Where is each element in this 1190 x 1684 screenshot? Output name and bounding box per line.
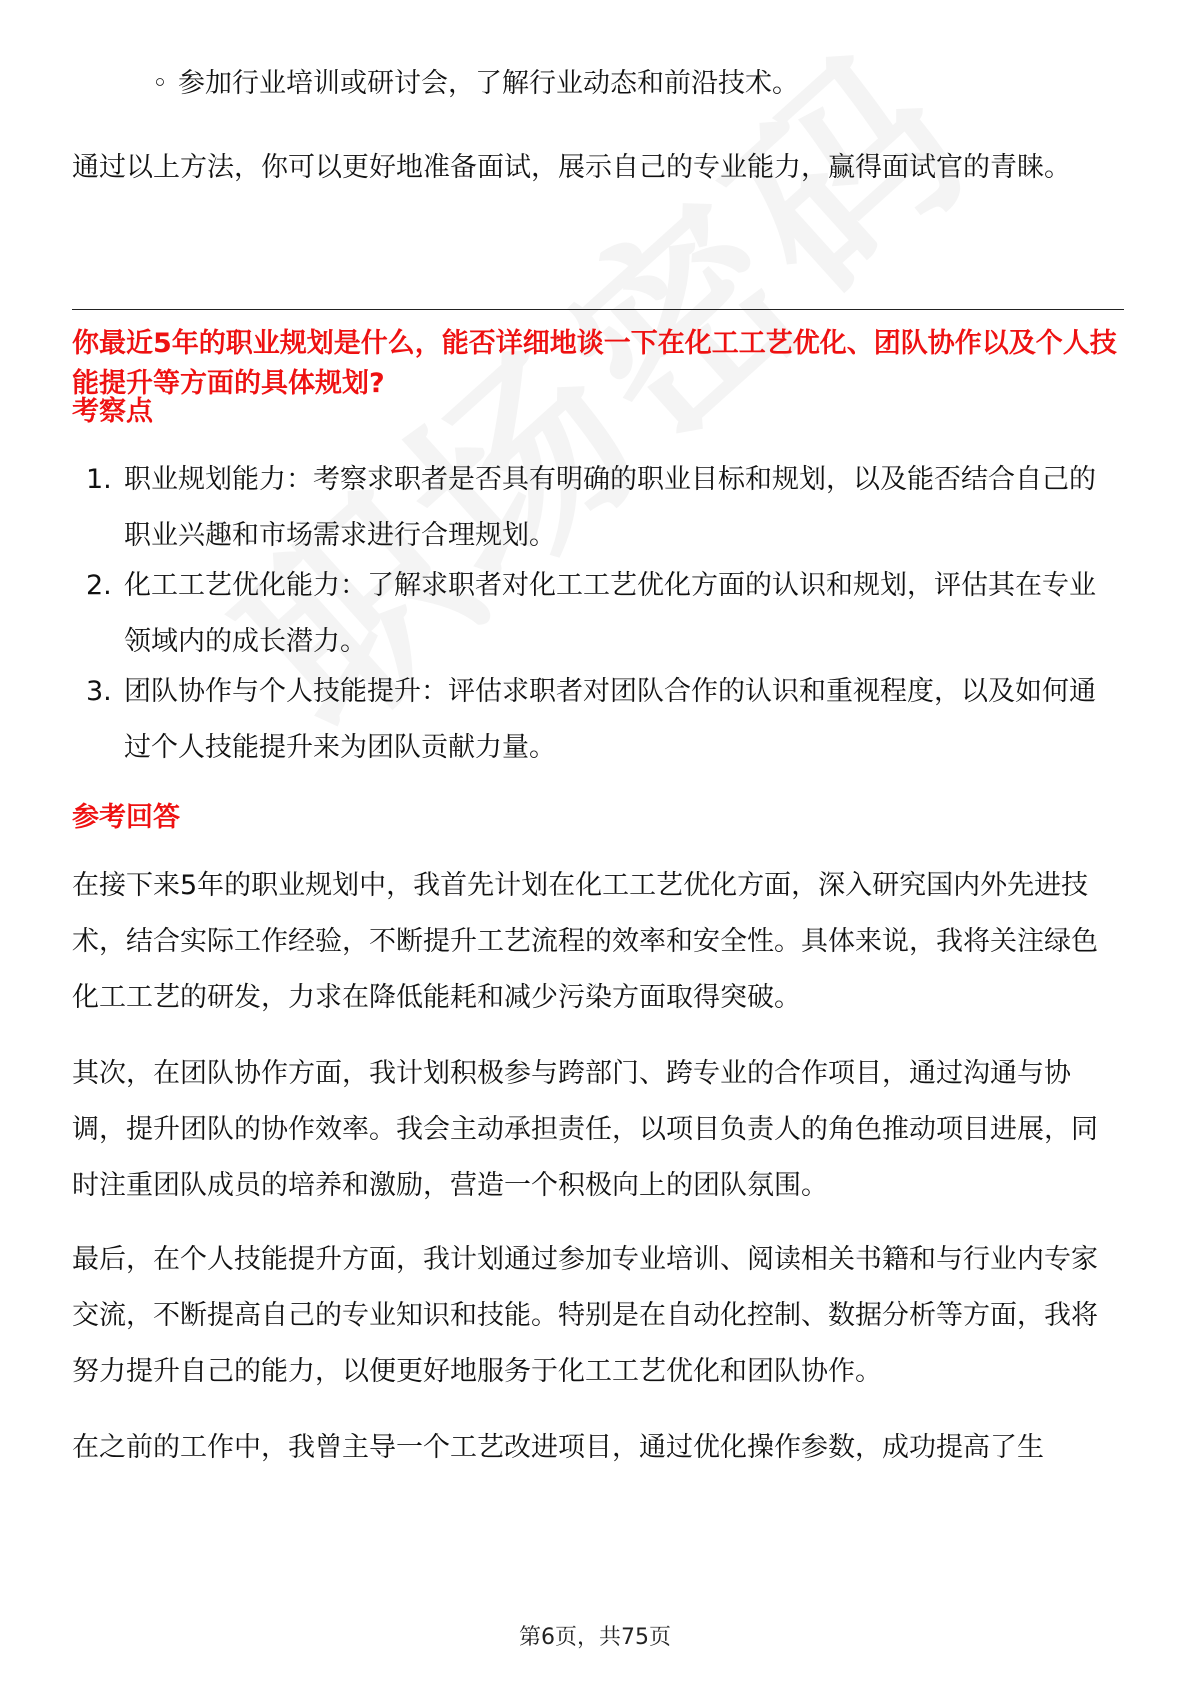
answer-paragraph: 在之前的工作中，我曾主导一个工艺改进项目，通过优化操作参数，成功提高了生 <box>72 1432 1044 1463</box>
list-number: 2. <box>86 570 112 601</box>
reference-answer-heading: 参考回答 <box>72 802 180 833</box>
previous-bullet-text: 参加行业培训或研讨会，了解行业动态和前沿技术。 <box>178 68 799 99</box>
page-footer: 第6页，共75页 <box>519 1625 671 1650</box>
previous-bullet <box>152 56 1112 112</box>
answer-paragraph: 其次，在团队协作方面，我计划积极参与跨部门、跨专业的合作项目，通过沟通与协调，提升团队的协作效率。我会主动承担责任，以项目负责人的角色推动项目进展，同时注重团队成员的培养和激励，营造一个积极向上的团队氛围。 <box>72 1058 1098 1201</box>
exam-points-heading: 考察点 <box>72 396 153 427</box>
list-number: 3. <box>86 676 112 707</box>
list-item-text: 化工工艺优化能力：了解求职者对化工工艺优化方面的认识和规划，评估其在专业领域内的成长潜力。 <box>124 570 1096 657</box>
question-heading: 你最近5年的职业规划是什么，能否详细地谈一下在化工工艺优化、团队协作以及个人技能提升等方面的具体规划? <box>72 328 1117 399</box>
list-number: 1. <box>86 464 112 495</box>
hollow-bullet-icon: ◦ <box>152 68 168 99</box>
list-item-text: 职业规划能力：考察求职者是否具有明确的职业目标和规划，以及能否结合自己的职业兴趣和市场需求进行合理规划。 <box>124 464 1096 551</box>
answer-paragraph: 最后，在个人技能提升方面，我计划通过参加专业培训、阅读相关书籍和与行业内专家交流，不断提高自己的专业知识和技能。特别是在自动化控制、数据分析等方面，我将努力提升自己的能力，以便更好地服务于化工工艺优化和团队协作。 <box>72 1244 1098 1387</box>
section-divider <box>72 309 1124 310</box>
list-item-text: 团队协作与个人技能提升：评估求职者对团队合作的认识和重视程度，以及如何通过个人技能提升来为团队贡献力量。 <box>124 676 1096 763</box>
answer-paragraph: 在接下来5年的职业规划中，我首先计划在化工工艺优化方面，深入研究国内外先进技术，结合实际工作经验，不断提升工艺流程的效率和安全性。具体来说，我将关注绿色化工工艺的研发，力求在降低能耗和减少污染方面取得突破。 <box>72 870 1098 1013</box>
intro-paragraph: 通过以上方法，你可以更好地准备面试，展示自己的专业能力，赢得面试官的青睐。 <box>72 152 1071 183</box>
